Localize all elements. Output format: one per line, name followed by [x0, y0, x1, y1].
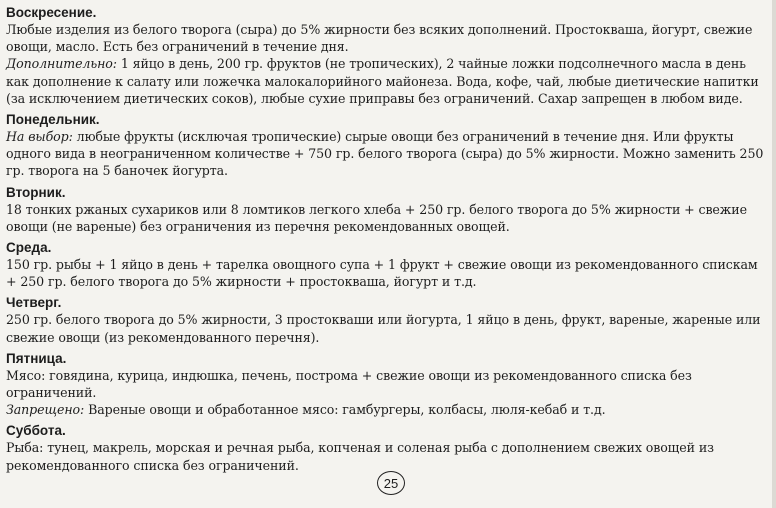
section-lead: Запрещено: — [6, 402, 85, 418]
section-text-body: Вареные овощи и обработанное мясо: гамбургеры, колбасы, люля-кебаб и т.д. — [84, 402, 606, 418]
section-heading: Суббота. — [6, 423, 66, 439]
section-text: 250 гр. белого творога до 5% жирности, 3 простокваши или йогурта, 1 яйцо в день, фрукт, вареные, жареные или свежие овощи (из рекомендованного перечня). — [6, 312, 761, 345]
section-text — [6, 128, 770, 180]
section-sunday — [6, 4, 770, 107]
section-text-body: 1 яйцо в день, 200 гр. фруктов (не тропических), 2 чайные ложки подсолнечного масла в день как дополнение к салату или ложечка малокалорийного майонеза. Вода, кофе, чай, любые диетические напитки (за исключением диетических соков), любые сухие приправы без ограничений. Сахар запрещен в любом виде. — [6, 56, 759, 106]
section-text-forbidden — [6, 401, 770, 418]
section-lead: На выбор: — [6, 129, 73, 145]
section-heading: Вторник. — [6, 184, 66, 200]
section-text: 18 тонких ржаных сухариков или 8 ломтиков легкого хлеба + 250 гр. белого творога до 5% жирности + свежие овощи (не вареные) без ограничения из перечня рекомендованных овощей. — [6, 201, 747, 234]
section-thursday — [6, 294, 770, 345]
section-text-body: любые фрукты (исключая тропические) сырые овощи без ограничений в течение дня. Или фрукты одного вида в неограниченном количестве + 750 гр. белого творога (сыра) до 5% жирности. Можно заменить 250 гр. творога на 5 баночек йогурта. — [6, 129, 764, 179]
section-friday — [6, 350, 770, 419]
section-text-additional — [6, 55, 770, 107]
section-text-body: Любые изделия из белого творога (сыра) до 5% жирности без всяких дополнений. Простокваша, йогурт, свежие овощи, масло. Есть без ограничений в течение дня. — [6, 22, 753, 55]
section-heading: Среда. — [6, 240, 52, 256]
section-text: 150 гр. рыбы + 1 яйцо в день + тарелка овощного супа + 1 фрукт + свежие овощи из рекомендованного спискам + 250 гр. белого творога до 5% жирности + простокваша, йогурт и т.д. — [6, 257, 758, 290]
section-saturday — [6, 422, 770, 473]
section-tuesday — [6, 184, 770, 235]
section-lead: Дополнительно: — [6, 56, 117, 72]
page-edge — [772, 0, 776, 508]
page-number: 25 — [377, 471, 405, 495]
section-text: Рыба: тунец, макрель, морская и речная рыба, копченая и соленая рыба с дополнением свежих овощей из рекомендованного списка без ограничений. — [6, 440, 714, 473]
section-wednesday — [6, 239, 770, 290]
section-heading: Воскресение. — [6, 5, 97, 20]
section-heading: Понедельник. — [6, 112, 100, 128]
document-page — [6, 4, 770, 474]
section-heading: Пятница. — [6, 350, 67, 366]
section-text — [6, 21, 770, 55]
section-monday — [6, 111, 770, 180]
section-text: Мясо: говядина, курица, индюшка, печень, построма + свежие овощи из рекомендованного списка без ограничений. — [6, 367, 692, 401]
section-heading: Четверг. — [6, 295, 62, 311]
